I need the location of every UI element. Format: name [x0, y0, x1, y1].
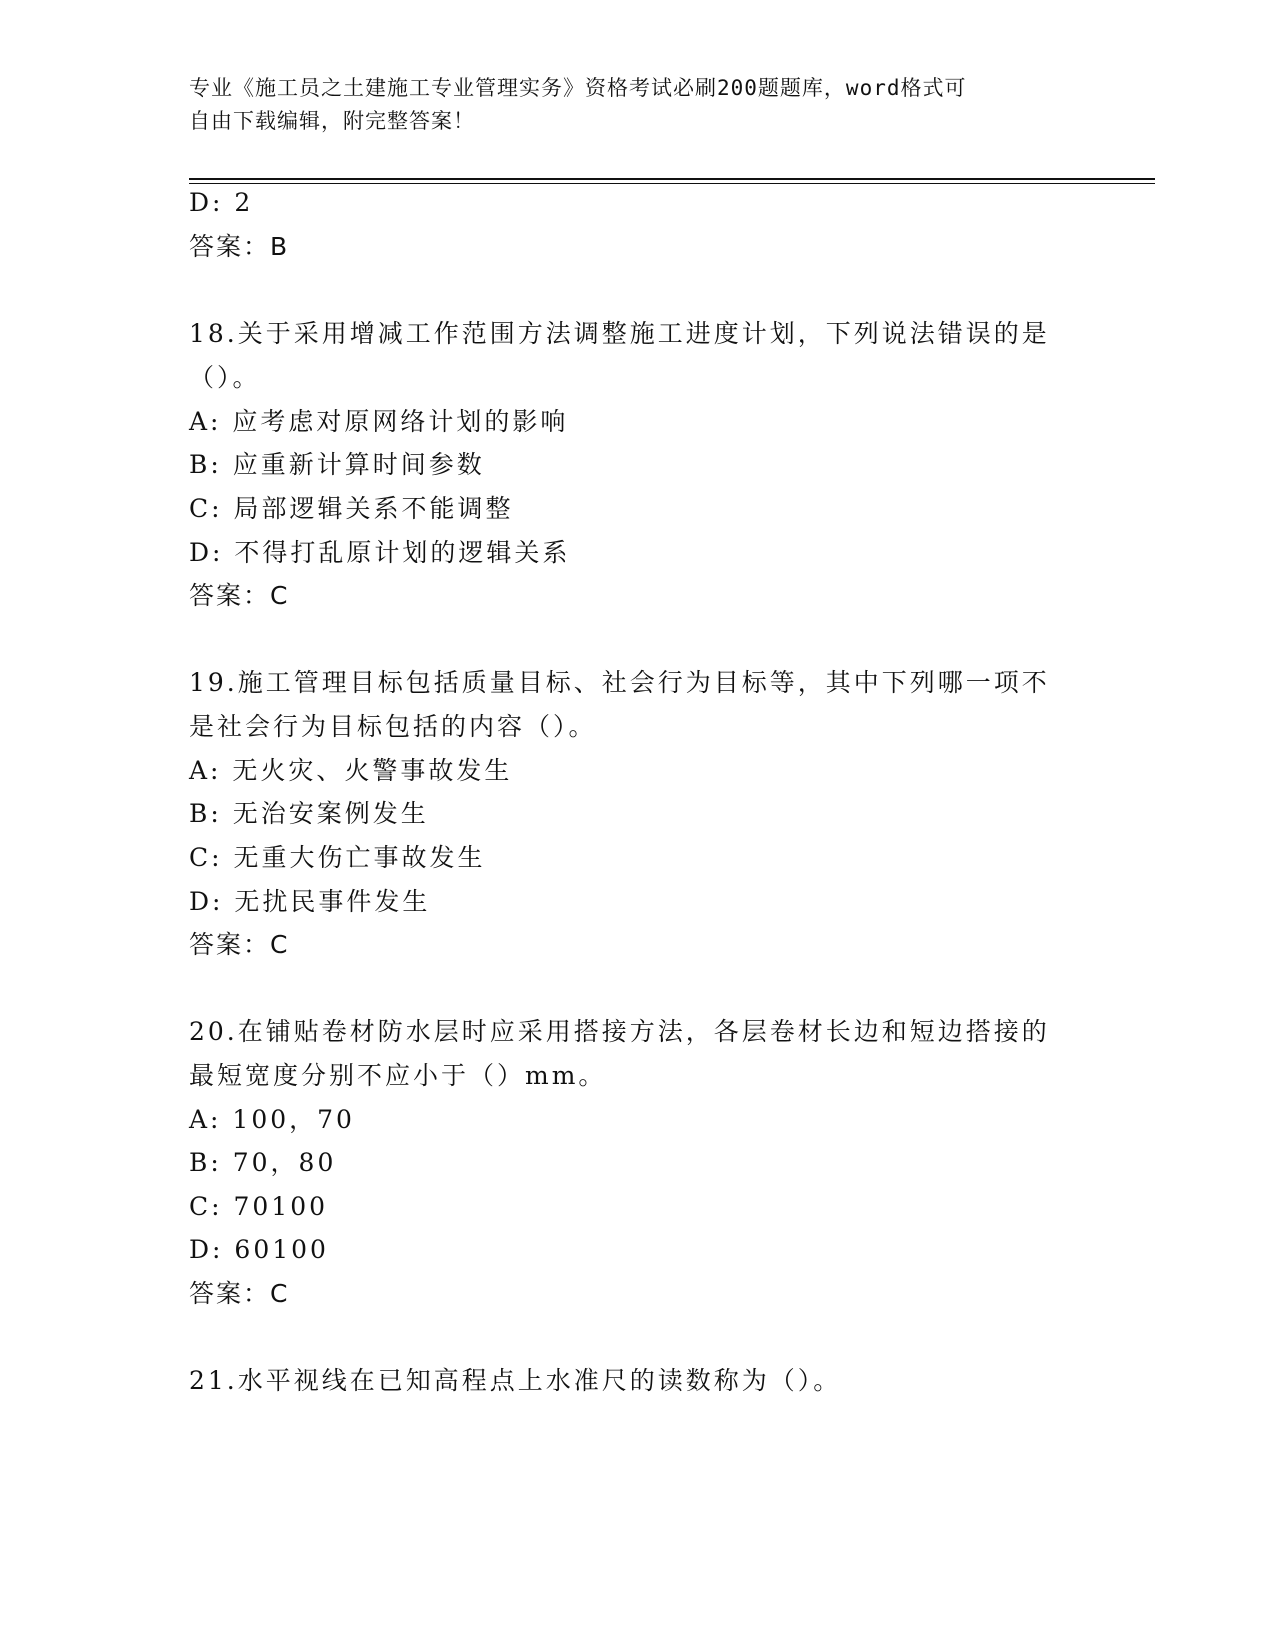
option-d: D: 60100	[189, 1235, 329, 1264]
question-stem: 18.关于采用增减工作范围方法调整施工进度计划，下列说法错误的是	[189, 319, 1050, 348]
option-a: A: 应考虑对原网络计划的影响	[189, 407, 569, 436]
answer: 答案：C	[189, 1279, 290, 1308]
option-a: A: 100，70	[189, 1105, 355, 1134]
question-stem: 最短宽度分别不应小于（）mm。	[189, 1061, 607, 1090]
header-divider-thick	[189, 178, 1155, 180]
answer: 答案：C	[189, 581, 290, 610]
option-b: B: 应重新计算时间参数	[189, 450, 485, 479]
option-a: A: 无火灾、火警事故发生	[189, 756, 513, 785]
option-b: B: 无治安案例发生	[189, 799, 429, 828]
option-d: D: 无扰民事件发生	[189, 887, 431, 916]
option-b: B: 70，80	[189, 1148, 337, 1177]
answer: 答案：C	[189, 930, 290, 959]
question-stem: 21.水平视线在已知高程点上水准尺的读数称为（）。	[189, 1366, 842, 1395]
header-divider-thin	[189, 183, 1155, 184]
header-title-line-1: 专业《施工员之土建施工专业管理实务》资格考试必刷200题题库，word格式可	[189, 76, 967, 100]
question-stem: 是社会行为目标包括的内容（）。	[189, 712, 597, 741]
option-c: C: 70100	[189, 1192, 329, 1221]
option-d: D: 不得打乱原计划的逻辑关系	[189, 538, 571, 567]
document-header	[189, 72, 1089, 138]
option-d: D: 2	[189, 188, 254, 217]
option-c: C: 局部逻辑关系不能调整	[189, 494, 514, 523]
question-stem: 19.施工管理目标包括质量目标、社会行为目标等，其中下列哪一项不	[189, 668, 1050, 697]
option-c: C: 无重大伤亡事故发生	[189, 843, 486, 872]
answer: 答案：B	[189, 232, 290, 261]
question-stem: （）。	[189, 363, 261, 392]
question-stem: 20.在铺贴卷材防水层时应采用搭接方法，各层卷材长边和短边搭接的	[189, 1017, 1050, 1046]
header-title-line-2: 自由下载编辑，附完整答案！	[189, 109, 475, 133]
